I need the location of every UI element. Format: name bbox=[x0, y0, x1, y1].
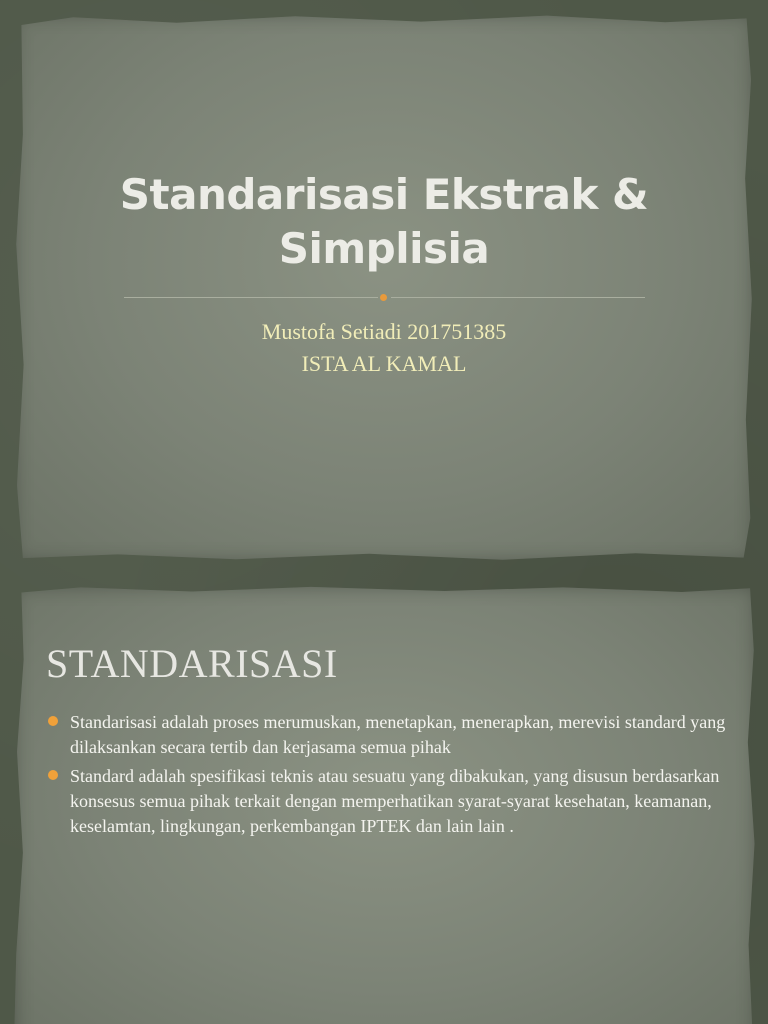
bullet-text: Standard adalah spesifikasi teknis atau sesuatu yang dibakukan, yang disusun berdasarkan konsesus semua pihak terkait dengan memperhatikan syarat-syarat kesehatan, keamanan, keselamtan, lingkungan, perkembangan IPTEK dan lain lain . bbox=[70, 766, 720, 836]
bullet-dot-icon bbox=[48, 716, 58, 726]
slide-title[interactable] bbox=[14, 14, 754, 562]
title-line-2: Simplisia bbox=[278, 224, 490, 273]
bullet-item bbox=[48, 710, 738, 760]
title-line-1: Standarisasi Ekstrak & bbox=[119, 170, 649, 219]
institution-name: ISTA AL KAMAL bbox=[301, 351, 467, 376]
slide-heading: STANDARISASI bbox=[46, 641, 338, 686]
slide-title-heading bbox=[0, 168, 768, 276]
title-divider-left bbox=[124, 297, 378, 298]
bullet-text: Standarisasi adalah proses merumuskan, menetapkan, menerapkan, merevisi standard yang dilaksankan secara tertib dan kerjasama semua pihak bbox=[70, 712, 726, 757]
bullet-list bbox=[48, 710, 738, 843]
author-name: Mustofa Setiadi 201751385 bbox=[261, 319, 507, 344]
bullet-dot-icon bbox=[48, 770, 58, 780]
title-divider-dot bbox=[380, 294, 387, 301]
bullet-item bbox=[48, 764, 738, 839]
title-divider-right bbox=[391, 297, 645, 298]
